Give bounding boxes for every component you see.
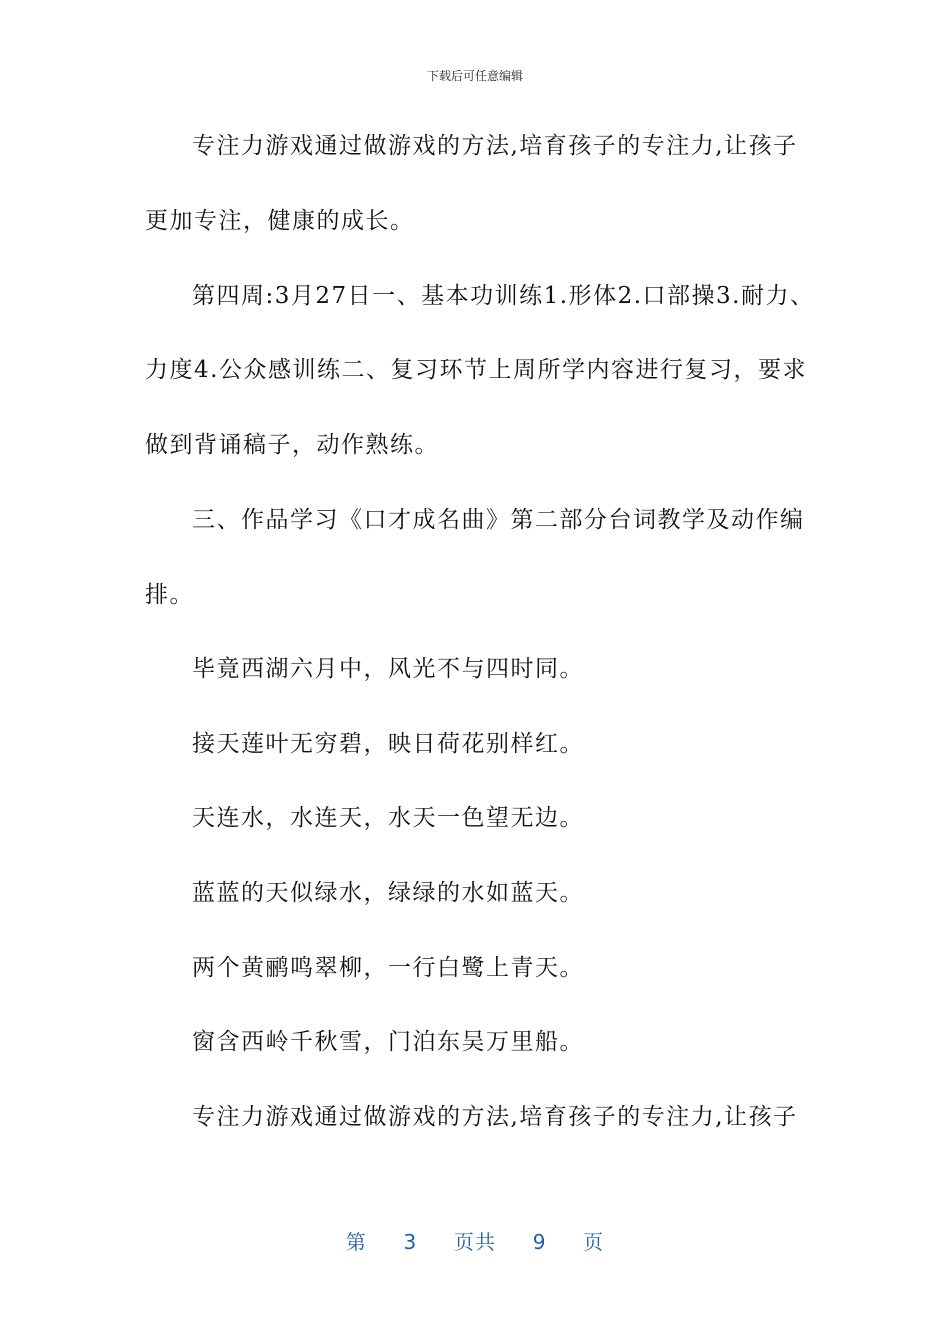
paragraph-line: 专注力游戏通过做游戏的方法,培育孩子的专注力,让孩子 bbox=[192, 133, 798, 159]
poem-line: 接天莲叶无穷碧，映日荷花别样红。 bbox=[192, 731, 584, 757]
page-middle: 页共 bbox=[454, 1230, 496, 1254]
page-suffix: 页 bbox=[583, 1230, 605, 1254]
poem-line: 天连水，水连天，水天一色望无边。 bbox=[192, 805, 584, 831]
paragraph-line: 专注力游戏通过做游戏的方法,培育孩子的专注力,让孩子 bbox=[192, 1104, 798, 1130]
paragraph-line: 更加专注，健康的成长。 bbox=[145, 208, 415, 234]
poem-line: 窗含西岭千秋雪，门泊东吴万里船。 bbox=[192, 1029, 584, 1055]
header-note: 下载后可任意编辑 bbox=[426, 69, 523, 83]
poem-line: 蓝蓝的天似绿水，绿绿的水如蓝天。 bbox=[192, 880, 584, 906]
paragraph-line: 第四周:3月27日一、基本功训练1.形体2.口部操3.耐力、 bbox=[192, 283, 815, 309]
paragraph-line: 排。 bbox=[145, 582, 194, 608]
paragraph-line: 做到背诵稿子，动作熟练。 bbox=[145, 432, 439, 458]
poem-line: 毕竟西湖六月中，风光不与四时同。 bbox=[192, 656, 584, 682]
paragraph-line: 三、作品学习《口才成名曲》第二部分台词教学及动作编 bbox=[192, 507, 805, 533]
page-total: 9 bbox=[532, 1230, 547, 1254]
poem-line: 两个黄鹂鸣翠柳，一行白鹭上青天。 bbox=[192, 955, 584, 981]
page-footer bbox=[0, 1226, 950, 1255]
page-prefix: 第 bbox=[345, 1230, 367, 1254]
paragraph-line: 力度4.公众感训练二、复习环节上周所学内容进行复习，要求 bbox=[145, 357, 807, 383]
page-current: 3 bbox=[403, 1230, 418, 1254]
